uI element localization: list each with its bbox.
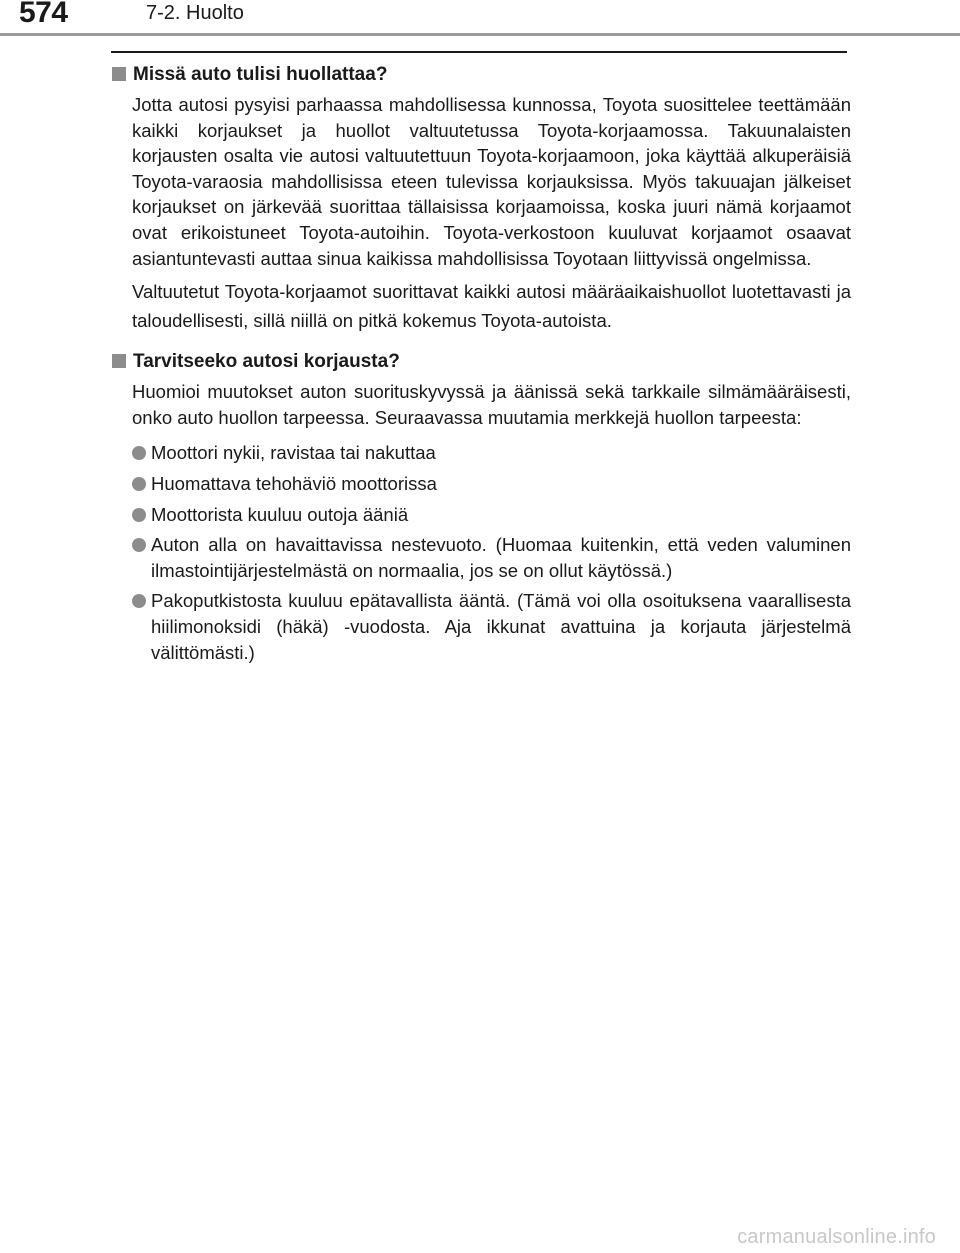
circle-bullet-icon: [132, 594, 146, 608]
section-heading-text: Missä auto tulisi huollattaa?: [133, 64, 388, 85]
list-item-text: Moottori nykii, ravistaa tai nakuttaa: [151, 442, 436, 464]
page-content: [111, 62, 851, 670]
content-rule: [111, 51, 847, 53]
page-number: 574: [19, 0, 68, 29]
section-heading-text: Tarvitseeko autosi korjausta?: [133, 351, 400, 373]
section-heading: [111, 349, 851, 375]
header-rule: [0, 33, 960, 36]
circle-bullet-icon: [132, 446, 146, 460]
section-heading: [111, 62, 851, 88]
paragraph: Valtuutetut Toyota-korjaamot suorittavat kaikki autosi määräaikaishuollot luotettavasti ja taloudellisesti, sillä niillä on pitkä kokemus Toyota-autoista.: [132, 281, 851, 332]
list-item: [111, 440, 851, 466]
symptom-list: [111, 440, 851, 665]
list-item-text: Auton alla on havaittavissa nestevuoto. (Huomaa kuitenkin, että veden valuminen ilmastointijärjestelmästä on normaalia, jos se on ollut käytössä.): [151, 534, 851, 581]
list-item-text: Huomattava tehohäviö moottorissa: [151, 472, 437, 494]
list-item: [111, 532, 851, 583]
list-item: [111, 502, 851, 528]
square-bullet-icon: [112, 67, 126, 81]
watermark: carmanualsonline.info: [737, 1226, 936, 1248]
circle-bullet-icon: [132, 477, 146, 491]
section-where-to-service: [111, 62, 851, 335]
paragraph: Jotta autosi pysyisi parhaassa mahdollisessa kunnossa, Toyota suosittelee teettämään kaikki korjaukset ja huollot valtuutetussa Toyota-korjaamossa. Takuunalaisten korjausten osalta vie autosi valtuutettuun Toyota-korjaamoon, joka käyttää alkuperäisiä Toyota-varaosia mahdollisissa eteen tulevissa korjauksissa. Myös takuuajan jälkeiset korjaukset on järkevää suorittaa tällaisissa korjaamoissa, koska juuri nämä korjaamot ovat erikoistuneet Toyota-autoihin. Toyota-verkostoon kuuluvat korjaamot osaavat asiantuntevasti auttaa sinua kaikissa mahdollisissa Toyotaan liittyvissä ongelmissa.: [132, 94, 851, 269]
list-item: [111, 471, 851, 497]
circle-bullet-icon: [132, 538, 146, 552]
square-bullet-icon: [112, 354, 126, 368]
list-item-text: Moottorista kuuluu outoja ääniä: [151, 503, 409, 525]
paragraph: Huomioi muutokset auton suorituskyvyssä ja äänissä sekä tarkkaile silmämääräisesti, onko auto huollon tarpeessa. Seuraavassa muutamia merkkejä huollon tarpeesta:: [132, 381, 851, 428]
page-header: [0, 0, 960, 40]
list-item-text: Pakoputkistosta kuuluu epätavallista ääntä. (Tämä voi olla osoituksena vaarallisesta hiilimonoksidi (häkä) -vuodosta. Aja ikkunat avattuina ja korjauta järjestelmä välittömästi.): [151, 590, 851, 663]
list-item: [111, 588, 851, 665]
section-title: 7-2. Huolto: [146, 2, 244, 24]
circle-bullet-icon: [132, 508, 146, 522]
section-needs-repair: [111, 349, 851, 665]
